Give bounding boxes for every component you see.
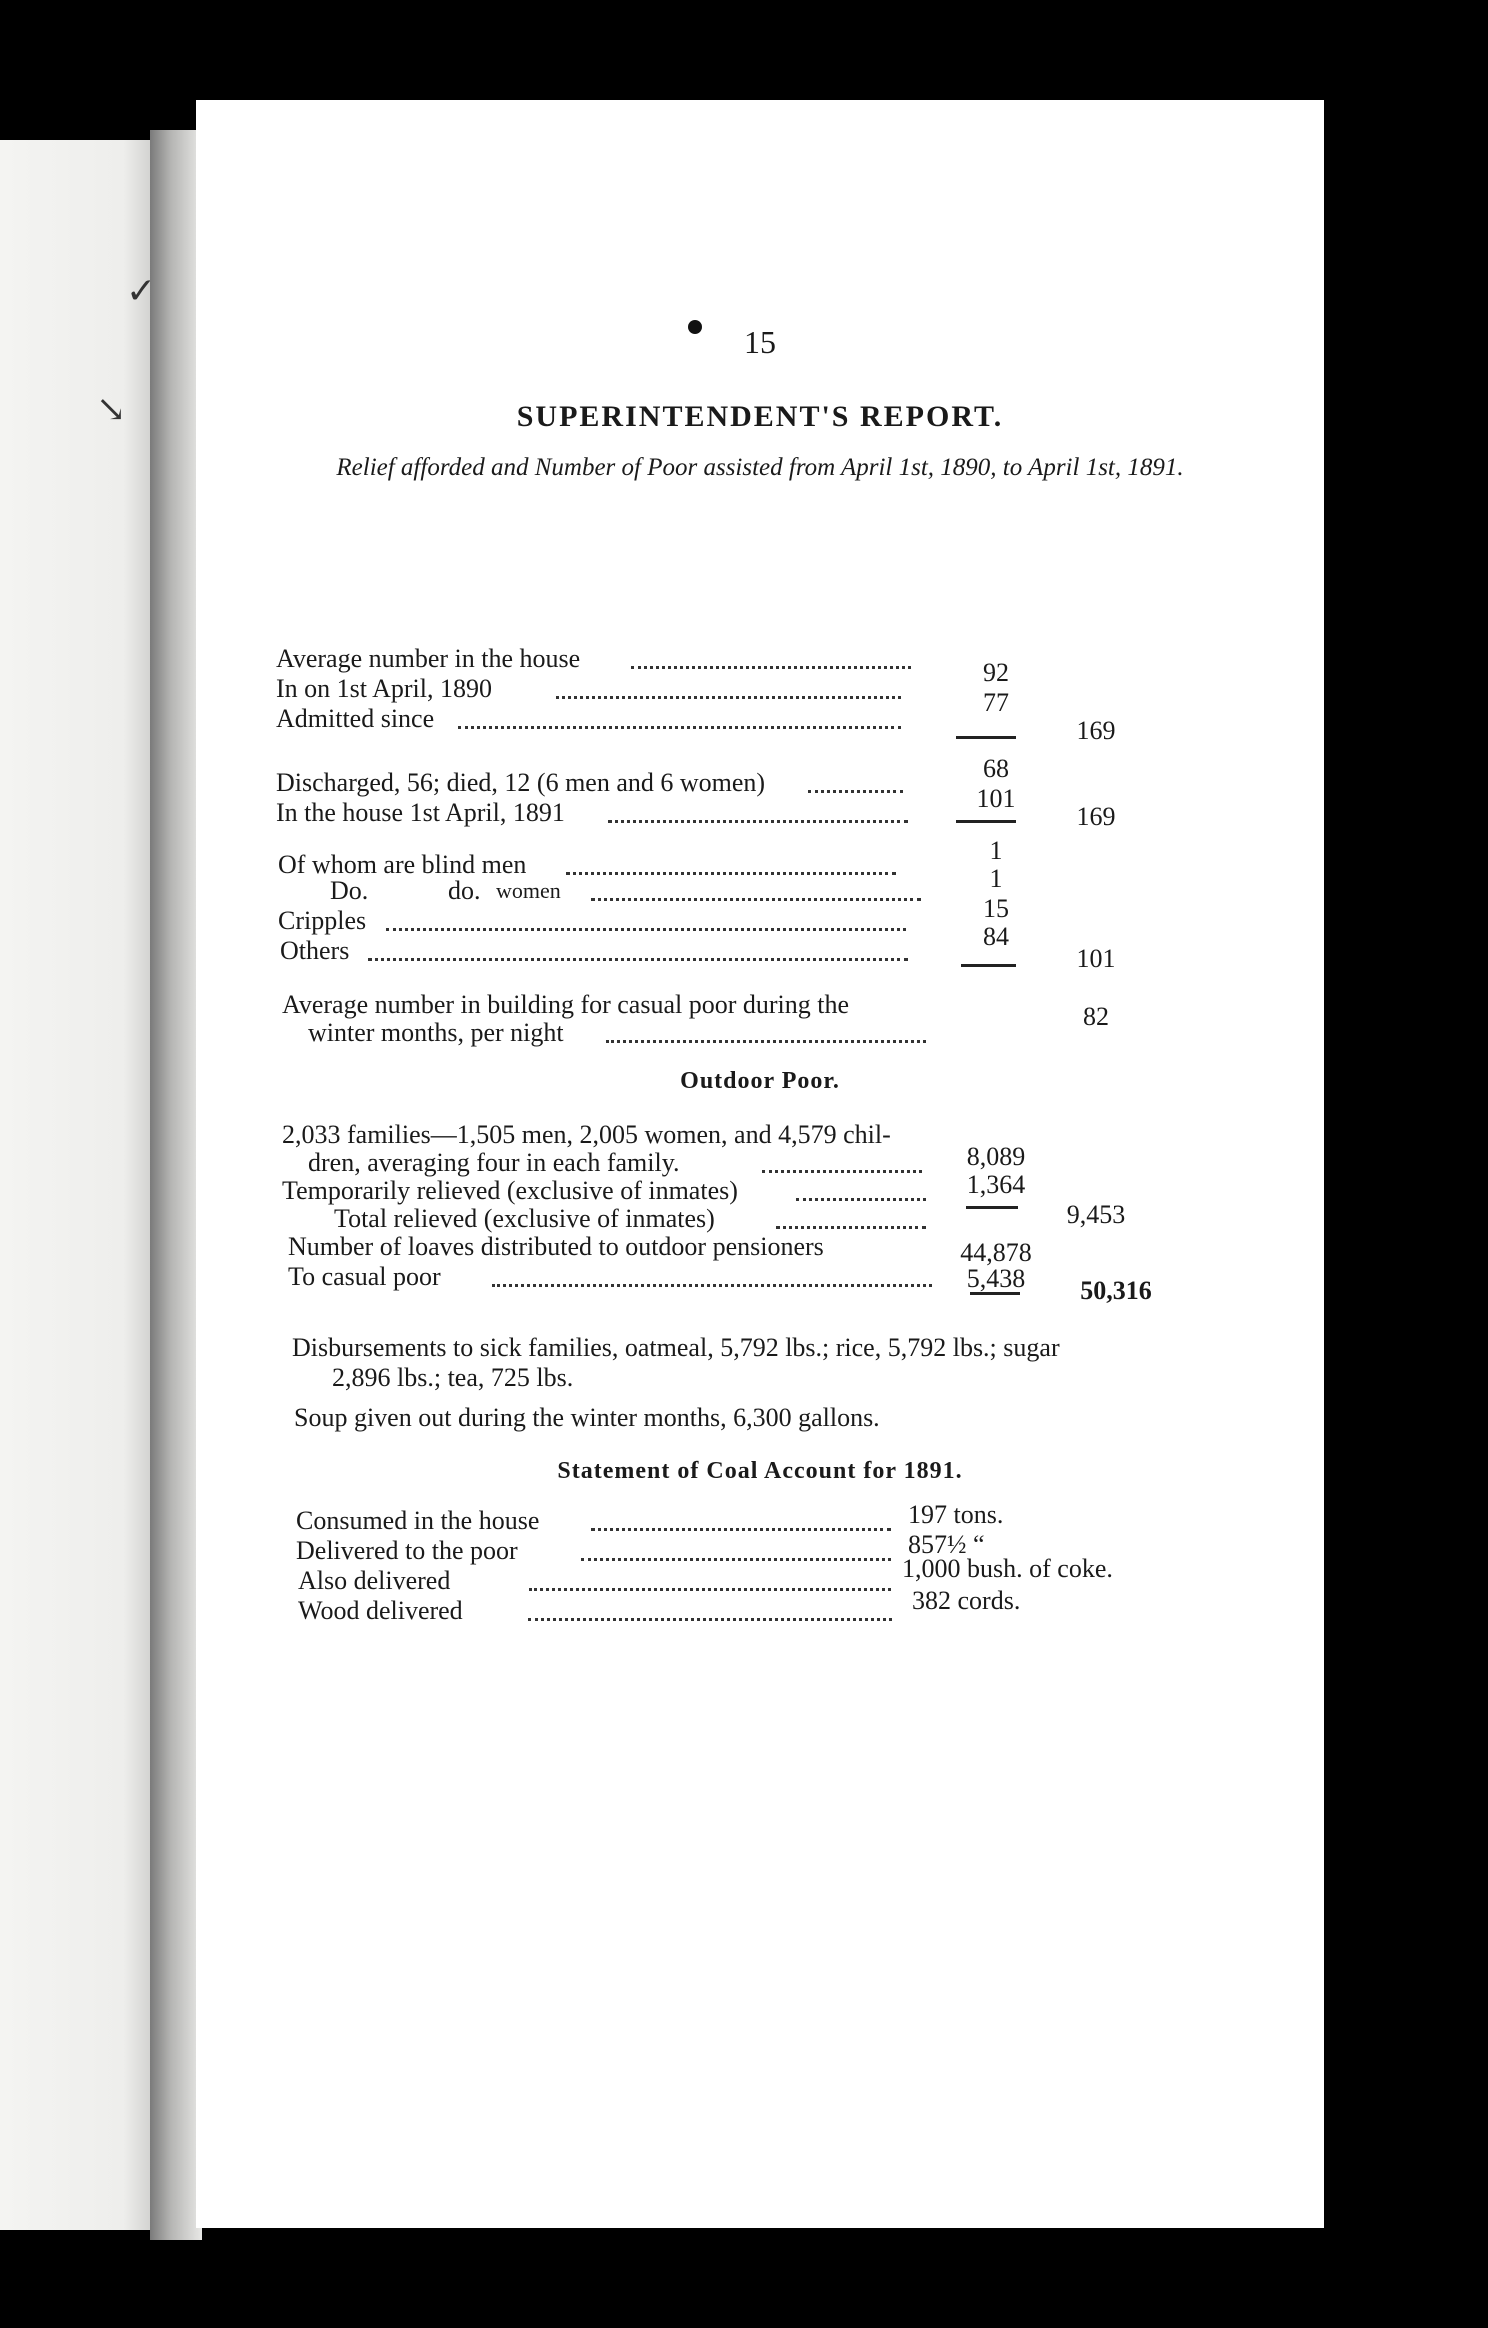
row-families-2: [196, 1142, 1324, 1178]
row-loaves: [196, 1232, 1324, 1267]
row-value: 1: [989, 864, 1003, 893]
row-total: 101: [1076, 944, 1116, 973]
row-value: 92: [983, 658, 1009, 687]
dot-leader: [808, 786, 903, 793]
row-value: 197 tons.: [908, 1500, 1004, 1529]
row-label: Of whom are blind men: [278, 850, 527, 879]
row-value: 84: [983, 922, 1009, 951]
row-label: 2,033 families—1,505 men, 2,005 women, and 4,579 chil-: [282, 1120, 891, 1149]
row-label: Delivered to the poor: [296, 1536, 518, 1565]
row-wood-delivered: [196, 1586, 1324, 1626]
row-value: 101: [976, 784, 1016, 813]
row-total: 169: [1076, 716, 1116, 745]
section-heading-outdoor: Outdoor Poor.: [680, 1068, 840, 1094]
row-total: 82: [1083, 1002, 1109, 1031]
dot-leader: [556, 692, 901, 699]
row-label: Average number in the house: [276, 644, 581, 673]
dot-leader: [528, 1614, 892, 1621]
dot-leader: [529, 1584, 891, 1591]
row-label: Consumed in the house: [296, 1506, 540, 1535]
row-total-3: [196, 944, 1324, 974]
row-label: winter months, per night: [308, 1018, 564, 1047]
row-label: In the house 1st April, 1891: [276, 798, 565, 827]
dot-leader: [606, 1036, 926, 1043]
row-label: Wood delivered: [298, 1596, 463, 1625]
row-label: Cripples: [278, 906, 367, 935]
document-page: [196, 100, 1324, 2228]
row-value: 44,878: [960, 1238, 1032, 1267]
report-subtitle: Relief afforded and Number of Poor assisted from April 1st, 1890, to April 1st, 1891.: [336, 454, 1184, 481]
dot-leader: [591, 894, 921, 901]
row-value: 15: [983, 894, 1009, 923]
row-label: women: [496, 878, 561, 903]
row-value: 8,089: [966, 1142, 1026, 1171]
row-consumed: [196, 1500, 1324, 1536]
soup-line: Soup given out during the winter months, 6,300 gallons.: [294, 1403, 880, 1432]
sum-rule: [966, 1206, 1018, 1209]
row-value: 1: [989, 836, 1003, 865]
dot-leader: [386, 924, 906, 931]
row-label: Others: [280, 936, 350, 965]
row-label: Number of loaves distributed to outdoor pensioners: [288, 1232, 824, 1261]
row-label: Also delivered: [298, 1566, 451, 1595]
row-value: 382 cords.: [912, 1586, 1021, 1615]
disbursements-line-2: 2,896 lbs.; tea, 725 lbs.: [332, 1363, 574, 1392]
row-total: 169: [1076, 802, 1116, 831]
row-loaves-total: [196, 1276, 1324, 1306]
row-total-1: [196, 716, 1324, 746]
row-label: dren, averaging four in each family.: [308, 1148, 680, 1177]
row-value: 1,364: [966, 1170, 1026, 1199]
row-total: 9,453: [1066, 1200, 1126, 1229]
dot-leader: [591, 1524, 891, 1531]
row-total: 50,316: [1080, 1276, 1152, 1305]
row-label: To casual poor: [288, 1262, 441, 1291]
row-label: do.: [448, 876, 481, 905]
dot-leader: [631, 662, 911, 669]
row-label: Admitted since: [276, 704, 435, 733]
pencil-check-mark-icon: ✓: [126, 271, 157, 311]
dot-leader: [776, 1222, 926, 1229]
row-also-delivered: [196, 1554, 1324, 1596]
row-label: Total relieved (exclusive of inmates): [334, 1204, 715, 1233]
row-label: Temporarily relieved (exclusive of inmates): [282, 1176, 738, 1205]
row-label: Average number in building for casual poor during the: [282, 990, 850, 1019]
row-value: 857½ “: [908, 1530, 985, 1559]
report-title: SUPERINTENDENT'S REPORT.: [516, 400, 1004, 433]
row-value: 77: [983, 688, 1009, 717]
row-average: [196, 644, 1324, 674]
row-value: 5,438: [966, 1264, 1026, 1293]
row-label: Do.: [330, 876, 369, 905]
dot-leader: [581, 1554, 891, 1561]
dot-leader: [566, 868, 896, 875]
page-number: 15: [744, 324, 776, 360]
book-gutter: [150, 130, 202, 2240]
row-delivered-poor: [196, 1530, 1324, 1566]
row-families-1: [196, 1120, 1324, 1150]
disbursements-line-1: Disbursements to sick families, oatmeal, 5,792 lbs.; rice, 5,792 lbs.; sugar: [292, 1333, 1060, 1362]
row-total-2: [196, 802, 1324, 832]
row-cripples: [196, 894, 1324, 936]
row-label: In on 1st April, 1890: [276, 674, 492, 703]
row-value: 1,000 bush. of coke.: [902, 1554, 1113, 1583]
row-total-relieved: [196, 1200, 1324, 1234]
section-heading-coal: Statement of Coal Account for 1891.: [557, 1458, 963, 1484]
pencil-arrow-mark-icon: ↘: [96, 389, 127, 429]
row-value: 68: [983, 754, 1009, 783]
row-discharged: [196, 754, 1324, 798]
row-label: Discharged, 56; died, 12 (6 men and 6 women): [276, 768, 766, 797]
